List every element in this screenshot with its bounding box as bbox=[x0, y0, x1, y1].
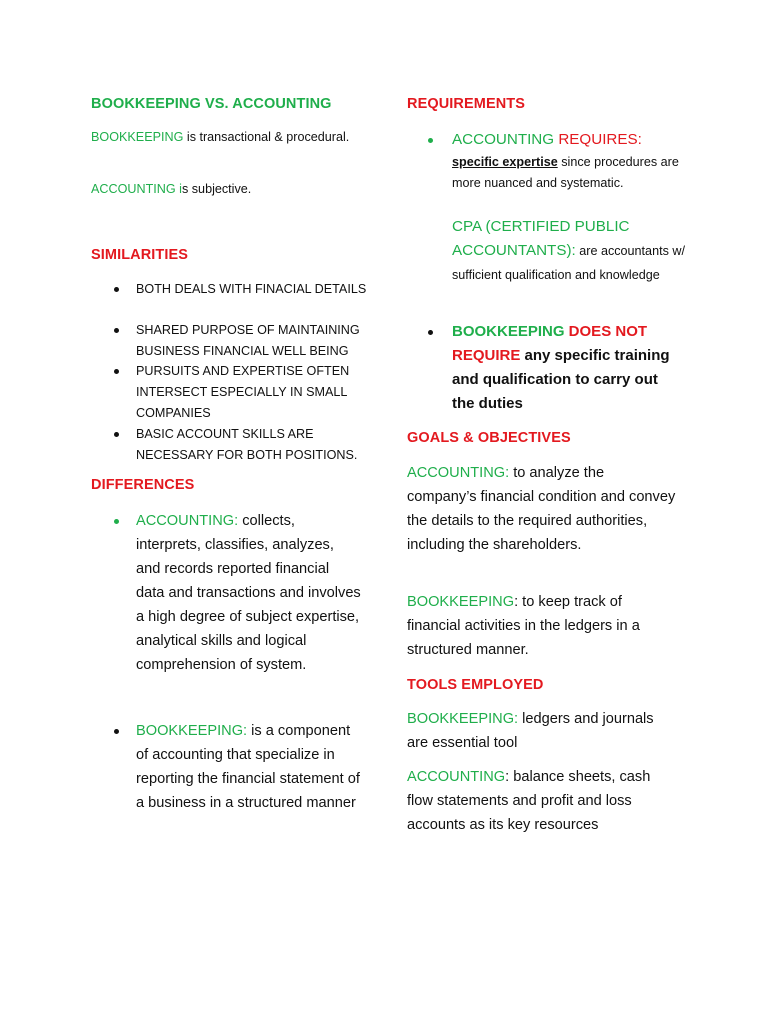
tool-sep: : bbox=[505, 769, 510, 785]
tool-accounting bbox=[407, 765, 672, 837]
similarity-text: SHARED PURPOSE OF MAINTAINING BUSINESS FINANCIAL WELL BEING bbox=[136, 323, 360, 358]
goals-heading: GOALS & OBJECTIVES bbox=[407, 430, 571, 446]
bullet-icon bbox=[114, 432, 119, 437]
requirement-term-red: DOES NOT REQUIRE bbox=[452, 323, 648, 364]
requirement-rest: any specific training and qualification to carry out the duties bbox=[452, 347, 670, 412]
similarity-item bbox=[91, 361, 376, 424]
requirement-rest: since procedures are more nuanced and systematic. bbox=[452, 155, 679, 190]
similarity-item bbox=[91, 320, 376, 362]
requirement-term-red: REQUIRES: bbox=[554, 131, 642, 148]
intro-term: ACCOUNTING bbox=[91, 182, 176, 196]
difference-text bbox=[136, 719, 364, 815]
intro-accent: i bbox=[175, 182, 182, 196]
bullet-icon bbox=[114, 519, 119, 524]
requirement-body bbox=[452, 128, 687, 287]
difference-item bbox=[91, 719, 376, 815]
tool-term: ACCOUNTING bbox=[407, 769, 506, 785]
requirement-underlined: specific expertise bbox=[452, 155, 558, 169]
cpa-block bbox=[452, 215, 687, 287]
bullet-icon bbox=[114, 287, 119, 292]
similarity-text: BOTH DEALS WITH FINACIAL DETAILS bbox=[136, 282, 367, 296]
intro-term: BOOKKEEPING bbox=[91, 130, 184, 144]
intro-text: is transactional & procedural. bbox=[183, 130, 350, 144]
bullet-icon bbox=[428, 330, 433, 335]
requirement-title bbox=[452, 128, 687, 152]
intro-bookkeeping bbox=[91, 127, 376, 148]
bullet-icon bbox=[114, 369, 119, 374]
difference-body: collects, interprets, classifies, analyzes, and records reported financial data and transactions and involves a high degree of subject expertise, analytical skills and logical comprehension of system. bbox=[136, 513, 361, 673]
goal-text: to analyze the company’s financial condition and convey the details to the required authorities, including the shareholders. bbox=[407, 465, 676, 553]
document-title: BOOKKEEPING VS. ACCOUNTING bbox=[91, 96, 332, 112]
tool-text: ledgers and journals are essential tool bbox=[407, 711, 654, 751]
difference-item bbox=[91, 509, 376, 677]
requirement-term: BOOKKEEPING bbox=[452, 323, 565, 340]
cpa-text: are accountants w/ sufficient qualification and knowledge bbox=[452, 244, 685, 282]
difference-term: BOOKKEEPING: bbox=[136, 723, 248, 739]
goal-sep: : bbox=[514, 594, 519, 610]
cpa-term: CPA (CERTIFIED PUBLIC ACCOUNTANTS): bbox=[452, 218, 630, 259]
similarity-item bbox=[91, 424, 376, 466]
tools-heading: TOOLS EMPLOYED bbox=[407, 677, 544, 693]
requirement-item bbox=[407, 320, 707, 416]
differences-heading: DIFFERENCES bbox=[91, 477, 195, 493]
tool-bookkeeping bbox=[407, 707, 677, 755]
requirement-term: ACCOUNTING bbox=[452, 131, 555, 148]
bullet-icon bbox=[114, 328, 119, 333]
tool-term: BOOKKEEPING: bbox=[407, 711, 519, 727]
tool-text: balance sheets, cash flow statements and profit and loss accounts as its key resources bbox=[407, 769, 651, 833]
difference-term: ACCOUNTING: bbox=[136, 513, 239, 529]
goal-text: to keep track of financial activities in the ledgers in a structured manner. bbox=[407, 594, 640, 658]
bullet-icon bbox=[114, 729, 119, 734]
requirement-item bbox=[407, 128, 707, 287]
goal-accounting bbox=[407, 461, 677, 557]
similarities-heading: SIMILARITIES bbox=[91, 247, 189, 263]
bullet-icon bbox=[428, 138, 433, 143]
similarity-text: BASIC ACCOUNT SKILLS ARE NECESSARY FOR BOTH POSITIONS. bbox=[136, 427, 358, 462]
difference-body: is a component of accounting that specialize in reporting the financial statement of a business in a structured manner bbox=[136, 723, 360, 811]
requirement-body bbox=[452, 320, 672, 416]
intro-text: s subjective. bbox=[181, 182, 252, 196]
requirements-heading: REQUIREMENTS bbox=[407, 96, 526, 112]
similarity-item bbox=[91, 279, 376, 300]
requirement-text bbox=[452, 152, 687, 194]
similarity-text: PURSUITS AND EXPERTISE OFTEN INTERSECT ESPECIALLY IN SMALL COMPANIES bbox=[136, 364, 350, 420]
goal-term: ACCOUNTING: bbox=[407, 465, 510, 481]
goal-term: BOOKKEEPING bbox=[407, 594, 515, 610]
difference-text bbox=[136, 509, 361, 677]
goal-bookkeeping bbox=[407, 590, 677, 662]
intro-accounting bbox=[91, 179, 376, 200]
